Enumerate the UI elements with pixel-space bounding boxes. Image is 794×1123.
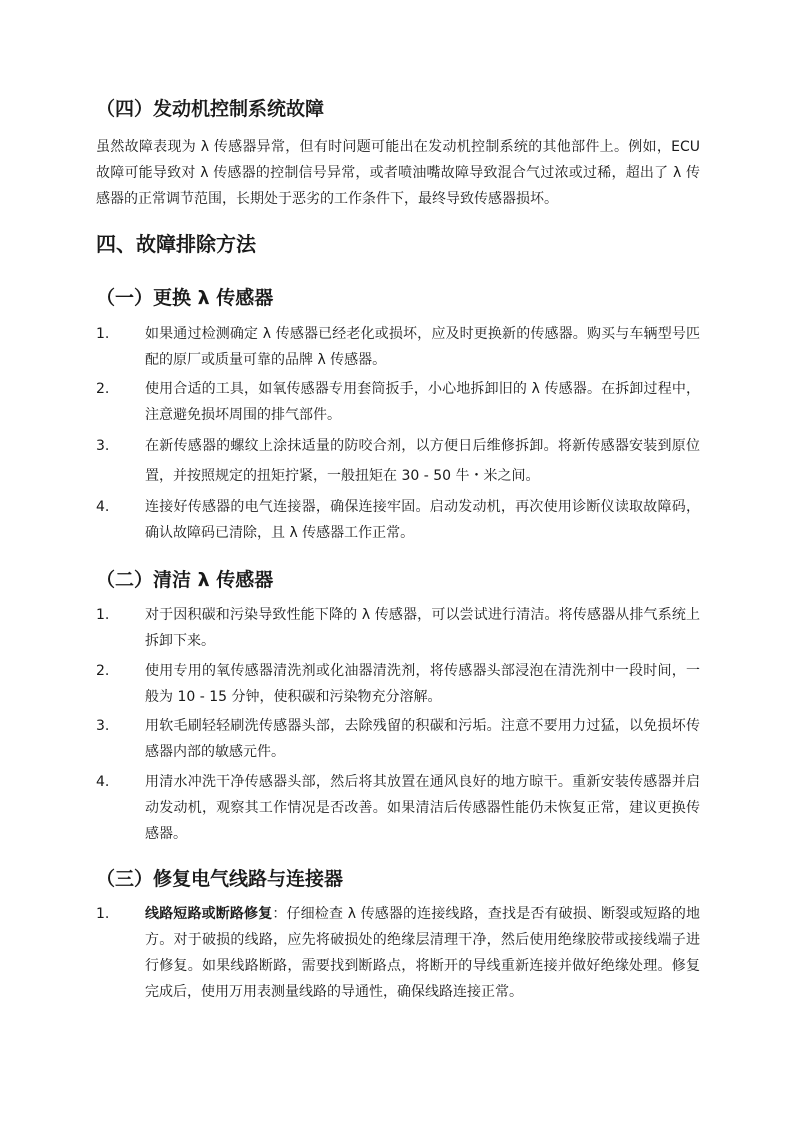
list-item-number: 1. bbox=[96, 906, 110, 922]
list-item-text: 如果通过检测确定 λ 传感器已经老化或损坏，应及时更换新的传感器。购买与车辆型号匹配的原厂或质量可靠的品牌 λ 传感器。 bbox=[145, 326, 700, 368]
list-item-number: 2. bbox=[96, 663, 110, 679]
heading-engine-control-fault: （四）发动机控制系统故障 bbox=[96, 98, 325, 120]
list-item-text bbox=[145, 901, 700, 1005]
list-item-text: 使用专用的氧传感器清洗剂或化油器清洗剂，将传感器头部浸泡在清洗剂中一段时间，一般为 10 - 15 分钟，使积碳和污染物充分溶解。 bbox=[145, 663, 700, 705]
list-item-number: 4. bbox=[96, 774, 110, 790]
list-item-number: 3. bbox=[96, 438, 110, 454]
list-item-number: 4. bbox=[96, 499, 110, 515]
paragraph-engine-control-fault: 虽然故障表现为 λ 传感器异常，但有时问题可能出在发动机控制系统的其他部件上。例如，ECU 故障可能导致对 λ 传感器的控制信号异常，或者喷油嘴故障导致混合气过浓或过稀，超出了 λ 传感器的正常调节范围，长期处于恶劣的工作条件下，最终导致传感器损坏。 bbox=[96, 139, 700, 207]
list-item-number: 1. bbox=[96, 326, 110, 342]
list-item-number: 2. bbox=[96, 381, 110, 397]
list-item-text: 连接好传感器的电气连接器，确保连接牢固。启动发动机，再次使用诊断仪读取故障码，确认故障码已清除，且 λ 传感器工作正常。 bbox=[145, 499, 700, 541]
heading-clean-sensor: （二）清洁 λ 传感器 bbox=[96, 569, 274, 591]
list-item-text: 对于因积碳和污染导致性能下降的 λ 传感器，可以尝试进行清洁。将传感器从排气系统上拆卸下来。 bbox=[145, 607, 700, 649]
list-item-text: 用清水冲洗干净传感器头部，然后将其放置在通风良好的地方晾干。重新安装传感器并启动发动机，观察其工作情况是否改善。如果清洁后传感器性能仍未恢复正常，建议更换传感器。 bbox=[145, 774, 700, 842]
list-item-text: 在新传感器的螺纹上涂抹适量的防咬合剂，以方便日后维修拆卸。将新传感器安装到原位置，并按照规定的扭矩拧紧，一般扭矩在 30 - 50 牛・米之间。 bbox=[145, 438, 700, 484]
list-item-number: 1. bbox=[96, 607, 110, 623]
list-item-lead: 线路短路或断路修复 bbox=[145, 906, 273, 922]
list-item-body: ：仔细检查 λ 传感器的连接线路，查找是否有破损、断裂或短路的地方。对于破损的线路，应先将破损处的绝缘层清理干净，然后使用绝缘胶带或接线端子进行修复。如果线路断路，需要找到断路点，将断开的导线重新连接并做好绝缘处理。修复完成后，使用万用表测量线路的导通性，确保线路连接正常。 bbox=[145, 906, 700, 1000]
heading-repair-wiring: （三）修复电气线路与连接器 bbox=[96, 868, 344, 890]
heading-troubleshooting-methods: 四、故障排除方法 bbox=[96, 232, 256, 256]
list-item-text: 用软毛刷轻轻刷洗传感器头部，去除残留的积碳和污垢。注意不要用力过猛，以免损坏传感器内部的敏感元件。 bbox=[145, 718, 700, 760]
heading-replace-sensor: （一）更换 λ 传感器 bbox=[96, 287, 274, 309]
list-item-number: 3. bbox=[96, 718, 110, 734]
list-item-text: 使用合适的工具，如氧传感器专用套筒扳手，小心地拆卸旧的 λ 传感器。在拆卸过程中，注意避免损坏周围的排气部件。 bbox=[145, 381, 700, 423]
